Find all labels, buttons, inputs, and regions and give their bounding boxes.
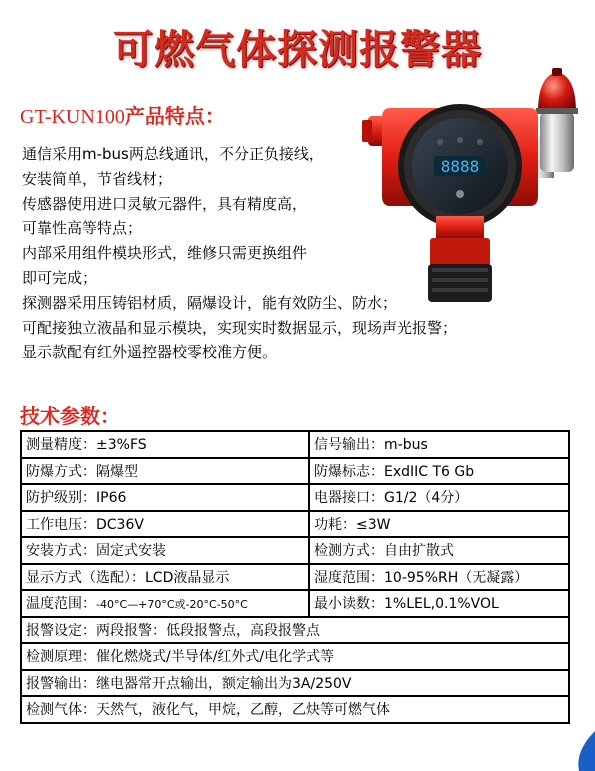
spec-cell: 防护级别：IP66 — [21, 484, 309, 511]
svg-text:8888: 8888 — [440, 157, 480, 176]
feature-line: 可靠性高等特点； — [22, 219, 143, 238]
spec-label: 温度范围： — [26, 596, 96, 613]
feature-line: 安装简单，节省线材； — [22, 169, 173, 188]
table-row — [21, 458, 569, 485]
corner-decoration — [565, 731, 595, 771]
table-row — [21, 643, 569, 670]
specs-table — [20, 430, 570, 724]
table-row — [21, 537, 569, 564]
feature-line: 内部采用组件模块形式，维修只需更换组件 — [22, 244, 308, 263]
features-list — [22, 142, 582, 365]
spec-value: -40°C—+70°C或-20°C-50°C — [96, 598, 248, 612]
table-row — [21, 431, 569, 458]
spec-cell: 功耗：≤3W — [309, 511, 569, 538]
spec-cell: 信号输出：m-bus — [309, 431, 569, 458]
spec-cell: 防爆标志：ExdIIC T6 Gb — [309, 458, 569, 485]
spec-cell: 防爆方式：隔爆型 — [21, 458, 309, 485]
model-code: GT-KUN100 — [20, 106, 125, 128]
table-row — [21, 696, 569, 723]
spec-cell: 显示方式（选配）：LCD液晶显示 — [21, 564, 309, 591]
table-row — [21, 511, 569, 538]
spec-cell: 检测气体：天然气，液化气，甲烷，乙醇，乙炔等可燃气体 — [21, 696, 569, 723]
table-row — [21, 590, 569, 617]
feature-line: 探测器采用压铸铝材质，隔爆设计，能有效防尘、防水； — [22, 293, 398, 312]
feature-line: 显示款配有红外遥控器校零校准方便。 — [22, 343, 278, 362]
table-row — [21, 670, 569, 697]
spec-cell: 测量精度：±3%FS — [21, 431, 309, 458]
spec-cell: 检测原理：催化燃烧式/半导体/红外式/电化学式等 — [21, 643, 569, 670]
spec-cell: 最小读数：1%LEL,0.1%VOL — [309, 590, 569, 617]
feature-line: 通信采用m-bus两总线通讯，不分正负接线， — [22, 145, 324, 163]
feature-line: 可配接独立液晶和显示模块，实现实时数据显示，现场声光报警； — [22, 318, 458, 337]
spec-cell: 湿度范围：10-95%RH（无凝露） — [309, 564, 569, 591]
spec-cell: 电器接口：G1/2（4分） — [309, 484, 569, 511]
spec-cell: 安装方式：固定式安装 — [21, 537, 309, 564]
spec-cell: 报警设定：两段报警：低段报警点，高段报警点 — [21, 617, 569, 644]
feature-line: 传感器使用进口灵敏元器件，具有精度高， — [22, 194, 308, 213]
specs-heading: 技术参数： — [20, 404, 120, 428]
features-heading — [20, 100, 225, 129]
spec-cell: 工作电压：DC36V — [21, 511, 309, 538]
spec-cell: 报警输出：继电器常开点输出，额定输出为3A/250V — [21, 670, 569, 697]
spec-cell: 检测方式：自由扩散式 — [309, 537, 569, 564]
features-heading-text: 产品特点： — [124, 104, 225, 128]
table-row — [21, 564, 569, 591]
feature-line: 即可完成； — [22, 268, 98, 287]
page-title: 可燃气体探测报警器 — [113, 27, 482, 73]
table-row — [21, 484, 569, 511]
spec-cell — [21, 590, 309, 617]
table-row — [21, 617, 569, 644]
